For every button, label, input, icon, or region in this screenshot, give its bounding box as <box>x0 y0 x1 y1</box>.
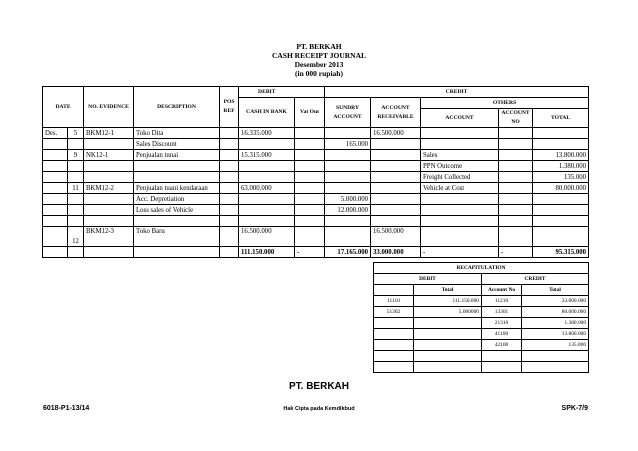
recap-row <box>374 307 589 318</box>
header-account: ACCOUNT <box>421 109 499 128</box>
cell-pos-ref <box>220 150 239 161</box>
cell-day <box>68 216 84 227</box>
cell-account-receivable <box>371 216 421 227</box>
recap-row <box>374 362 589 373</box>
period: Desember 2013 <box>294 60 344 69</box>
header-total: TOTAL <box>533 109 589 128</box>
cell-pos-ref <box>220 128 239 139</box>
cell-cash-in-bank <box>239 194 295 205</box>
cell-sundry-account <box>325 216 371 227</box>
journal-row <box>43 161 589 172</box>
cell-description: Sales Discount <box>134 139 220 150</box>
cell-vat-out <box>295 150 325 161</box>
cell-month <box>43 183 68 194</box>
cell-account: Vehicle at Cost <box>421 183 499 194</box>
recap-credit-total-cell: 80.000.000 <box>522 307 589 318</box>
cell-day: 12 <box>68 227 84 247</box>
header-no-evidence: NO. EVIDENCE <box>84 87 134 128</box>
total-account: - <box>421 247 499 258</box>
cell-sundry-account: 5.000.000 <box>325 194 371 205</box>
cell-total <box>533 205 589 216</box>
cell-total: 13.800.000 <box>533 150 589 161</box>
recap-debit-total-cell <box>414 362 482 373</box>
cell-evidence <box>84 139 134 150</box>
header-debit-span <box>295 87 325 98</box>
recap-debit-account-no-cell <box>374 329 414 340</box>
cell-description <box>134 161 220 172</box>
cell-cash-in-bank <box>239 139 295 150</box>
total-vat-out: - <box>295 247 325 258</box>
header-account-receivable: ACCOUNT RECEIVABLE <box>371 98 421 128</box>
cell-sundry-account <box>325 161 371 172</box>
header-account-no: ACCOUNT NO <box>499 109 533 128</box>
recap-debit-account-no-cell: 11110 <box>374 296 414 307</box>
cell-evidence <box>84 172 134 183</box>
recap-row <box>374 340 589 351</box>
cell-month <box>43 172 68 183</box>
cell-account-receivable <box>371 161 421 172</box>
recap-debit-account-no <box>374 285 414 296</box>
total-account-no: - <box>499 247 533 258</box>
recap-debit-account-no-cell <box>374 340 414 351</box>
footer-company: PT. BERKAH <box>288 381 349 392</box>
recap-credit-total-cell: 13.800.000 <box>522 329 589 340</box>
recap-debit-account-no-cell <box>374 351 414 362</box>
cell-account-no <box>499 227 533 247</box>
recap-credit: CREDIT <box>482 274 589 285</box>
recap-credit-total-label: Total <box>522 285 589 296</box>
header-credit: CREDIT <box>325 87 589 98</box>
cell-account-receivable: 16.500.000 <box>371 227 421 247</box>
cell-month <box>43 205 68 216</box>
cell-account <box>421 128 499 139</box>
cell-cash-in-bank: 16.500.000 <box>239 227 295 247</box>
total-sundry-account: 17.165.000 <box>325 247 371 258</box>
cell-description <box>134 172 220 183</box>
recap-debit-total-cell <box>414 318 482 329</box>
cell-sundry-account <box>325 150 371 161</box>
journal-row <box>43 172 589 183</box>
cell-account-no <box>499 172 533 183</box>
cell-evidence: BKM12-1 <box>84 128 134 139</box>
cell-account-receivable <box>371 183 421 194</box>
cell-vat-out <box>295 183 325 194</box>
recap-debit-account-no-cell <box>374 318 414 329</box>
journal-row <box>43 227 589 247</box>
cell-cash-in-bank <box>239 172 295 183</box>
cell-cash-in-bank <box>239 216 295 227</box>
cell-account-receivable: 16.500.000 <box>371 128 421 139</box>
header-date: DATE <box>43 87 84 128</box>
cell-pos-ref <box>220 194 239 205</box>
cell-total <box>533 194 589 205</box>
cell-account <box>421 139 499 150</box>
cell-total: 1.380.000 <box>533 161 589 172</box>
journal-row <box>43 183 589 194</box>
cell-month <box>43 161 68 172</box>
cell-pos-ref <box>220 183 239 194</box>
cell-day: 11 <box>68 183 84 194</box>
recap-debit-total-cell: 5.000000 <box>414 307 482 318</box>
recap-debit-total-cell <box>414 329 482 340</box>
cell-evidence <box>84 205 134 216</box>
recap-credit-total-cell <box>522 351 589 362</box>
cell-account <box>421 227 499 247</box>
cell-vat-out <box>295 139 325 150</box>
cell-account-no <box>499 128 533 139</box>
company-title: PT. BERKAH <box>296 42 342 51</box>
cell-cash-in-bank <box>239 205 295 216</box>
cell-account-receivable <box>371 194 421 205</box>
header-pos-ref: POS REF <box>220 87 239 128</box>
total-total: 95.315.000 <box>533 247 589 258</box>
cell-total <box>533 139 589 150</box>
cell-vat-out <box>295 227 325 247</box>
cell-day <box>68 247 84 258</box>
recap-credit-account-no-cell: 13301 <box>482 307 522 318</box>
cell-pos-ref <box>220 161 239 172</box>
cell-sundry-account: 12.000.000 <box>325 205 371 216</box>
footer-code: 6018-P1-13/14 <box>43 405 90 412</box>
recap-row <box>374 351 589 362</box>
total-account-receivable: 33.000.000 <box>371 247 421 258</box>
cell-description: Penjualan tunai <box>134 150 220 161</box>
cell-month <box>43 194 68 205</box>
cell-total <box>533 227 589 247</box>
cell-month <box>43 227 68 247</box>
cell-account: Sales <box>421 150 499 161</box>
cell-account <box>421 205 499 216</box>
cell-evidence: NK12-1 <box>84 150 134 161</box>
cell-day: 9 <box>68 150 84 161</box>
cell-account-no <box>499 183 533 194</box>
cell-day <box>68 172 84 183</box>
cell-account-receivable <box>371 205 421 216</box>
cell-vat-out <box>295 194 325 205</box>
cell-description <box>134 216 220 227</box>
cell-total: 135.000 <box>533 172 589 183</box>
total-cash-in-bank: 111.150.000 <box>239 247 295 258</box>
recap-debit-total-cell <box>414 351 482 362</box>
header-vat-out: Vat Out <box>295 98 325 128</box>
cell-description: Penjualan tuani kendaraan <box>134 183 220 194</box>
recap-debit-account-no-cell <box>374 362 414 373</box>
cell-sundry-account <box>325 172 371 183</box>
header-cash-in-bank: CASH IN BANK <box>239 98 295 128</box>
cell-day <box>68 139 84 150</box>
journal-title: CASH RECEIPT JOURNAL <box>271 51 367 60</box>
cell-evidence <box>84 161 134 172</box>
header-others: OTHERS <box>421 98 589 109</box>
header-sundry-account: SUNDRY ACCOUNT <box>325 98 371 128</box>
recap-credit-account-no-cell <box>482 351 522 362</box>
recap-credit-total-cell: 1.380.000 <box>522 318 589 329</box>
cell-total: 80.000.000 <box>533 183 589 194</box>
cell-evidence: BKM12-3 <box>84 227 134 247</box>
journal-row <box>43 194 589 205</box>
cell-vat-out <box>295 128 325 139</box>
recap-debit: DEBIT <box>374 274 482 285</box>
cell-account-receivable <box>371 150 421 161</box>
cell-pos-ref <box>220 205 239 216</box>
cell-description: Acc. Depretiation <box>134 194 220 205</box>
recap-row <box>374 318 589 329</box>
cell-month <box>43 216 68 227</box>
cell-month <box>43 247 68 258</box>
cell-account: Freight Collected <box>421 172 499 183</box>
recap-debit-total-cell <box>414 340 482 351</box>
cell-evidence <box>84 247 134 258</box>
cell-total <box>533 128 589 139</box>
cell-evidence <box>84 194 134 205</box>
cell-description <box>134 247 220 258</box>
totals-row <box>43 247 589 258</box>
cell-pos-ref <box>220 216 239 227</box>
recap-debit-total-label: Total <box>414 285 482 296</box>
cell-day <box>68 194 84 205</box>
cell-account <box>421 216 499 227</box>
recap-debit-total-cell: 111.150.000 <box>414 296 482 307</box>
cash-receipt-journal-table <box>42 86 589 258</box>
cell-account <box>421 194 499 205</box>
unit-note: (in 000 rupiah) <box>295 69 343 78</box>
recap-title: RECAPITULATION <box>374 263 589 274</box>
cell-description: Toko Baru <box>134 227 220 247</box>
cell-month <box>43 139 68 150</box>
cell-day <box>68 205 84 216</box>
cell-account-no <box>499 161 533 172</box>
cell-vat-out <box>295 216 325 227</box>
cell-cash-in-bank <box>239 161 295 172</box>
cell-sundry-account <box>325 227 371 247</box>
recap-credit-account-no-cell: 21310 <box>482 318 522 329</box>
cell-sundry-account <box>325 183 371 194</box>
recap-credit-total-cell <box>522 362 589 373</box>
cell-description: Toko Dita <box>134 128 220 139</box>
cell-sundry-account <box>325 128 371 139</box>
cell-month: Des. <box>43 128 68 139</box>
cell-account-receivable <box>371 172 421 183</box>
footer-copyright: Hak Cipta pada Kemdikbud <box>283 406 355 412</box>
cell-account: PPN Outcome <box>421 161 499 172</box>
journal-row <box>43 128 589 139</box>
cell-vat-out <box>295 172 325 183</box>
recap-credit-account-no-cell: 11210 <box>482 296 522 307</box>
journal-row <box>43 150 589 161</box>
footer-page: SPK-7/9 <box>561 405 588 412</box>
cell-pos-ref <box>220 247 239 258</box>
cell-day <box>68 161 84 172</box>
journal-row <box>43 216 589 227</box>
cell-cash-in-bank: 63.000.000 <box>239 183 295 194</box>
cell-pos-ref <box>220 227 239 247</box>
recap-debit-account-no-cell: 51302 <box>374 307 414 318</box>
cell-description: Loss sales of Vehicle <box>134 205 220 216</box>
recap-credit-account-no-cell <box>482 362 522 373</box>
cell-evidence: BKM12-2 <box>84 183 134 194</box>
cell-account-receivable <box>371 139 421 150</box>
recap-credit-account-no-label: Account No <box>482 285 522 296</box>
recap-row <box>374 329 589 340</box>
cell-account-no <box>499 216 533 227</box>
recapitulation-table <box>373 262 589 373</box>
cell-cash-in-bank: 16.335.000 <box>239 128 295 139</box>
recap-row <box>374 296 589 307</box>
journal-row <box>43 139 589 150</box>
cell-month <box>43 150 68 161</box>
cell-account-no <box>499 139 533 150</box>
cell-cash-in-bank: 15.315.000 <box>239 150 295 161</box>
cell-sundry-account: 165.000 <box>325 139 371 150</box>
cell-total <box>533 216 589 227</box>
recap-credit-account-no-cell: 42100 <box>482 340 522 351</box>
journal-row <box>43 205 589 216</box>
cell-vat-out <box>295 205 325 216</box>
cell-vat-out <box>295 161 325 172</box>
cell-pos-ref <box>220 172 239 183</box>
cell-account-no <box>499 150 533 161</box>
cell-account-no <box>499 194 533 205</box>
header-debit: DEBIT <box>239 87 295 98</box>
cell-pos-ref <box>220 139 239 150</box>
recap-credit-total-cell: 135.000 <box>522 340 589 351</box>
cell-evidence <box>84 216 134 227</box>
header-description: DESCRIPTION <box>134 87 220 128</box>
cell-day: 5 <box>68 128 84 139</box>
cell-account-no <box>499 205 533 216</box>
recap-credit-total-cell: 33.000.000 <box>522 296 589 307</box>
recap-credit-account-no-cell: 41100 <box>482 329 522 340</box>
